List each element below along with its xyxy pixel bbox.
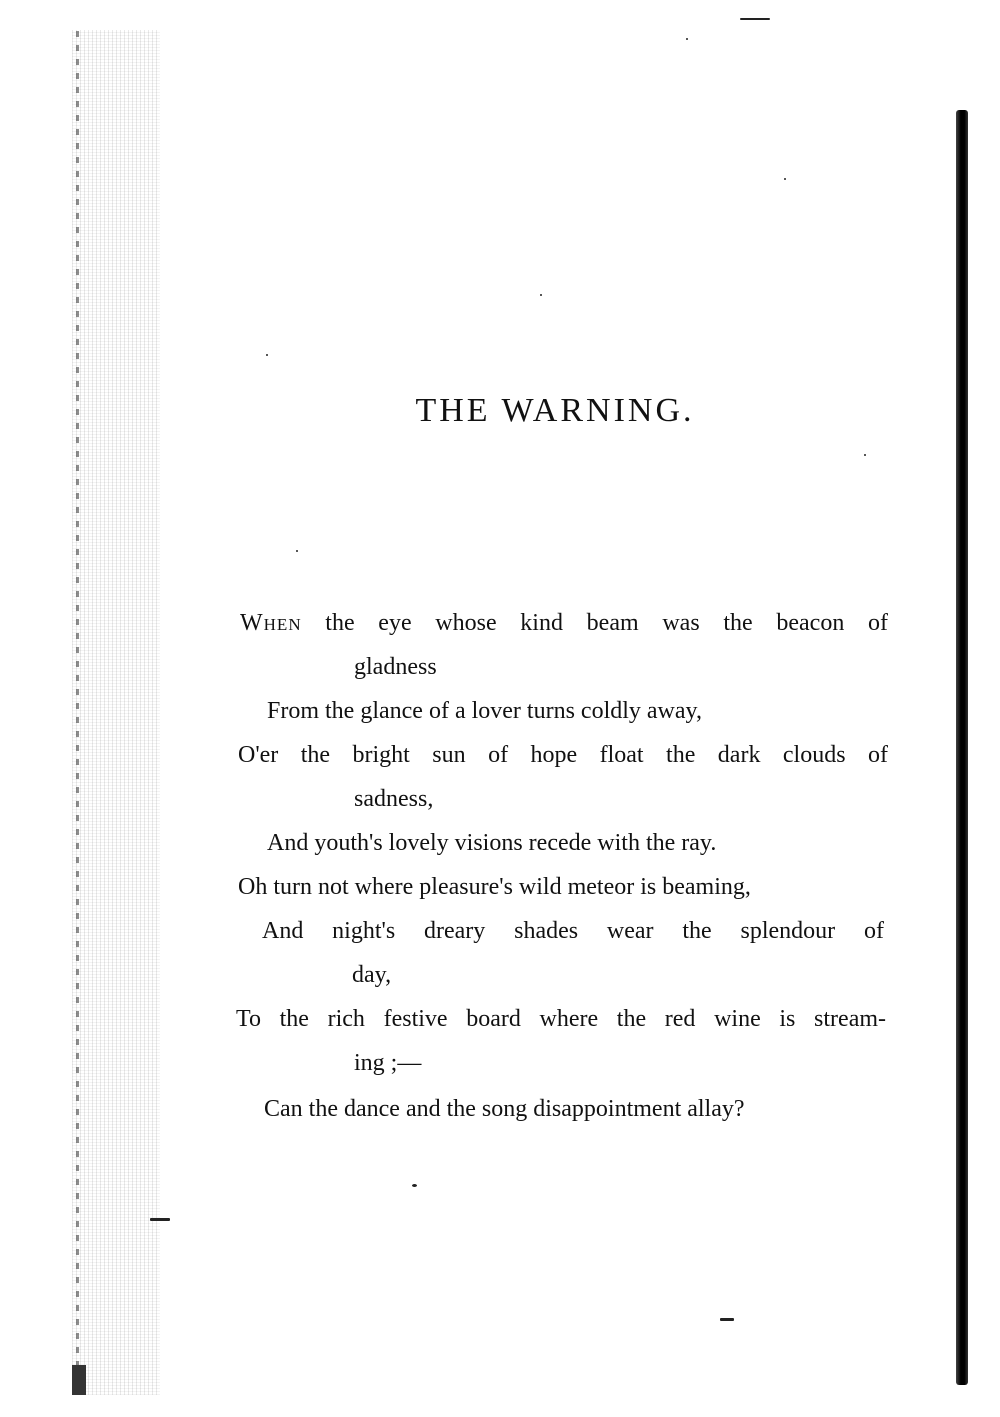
poem-line-1 <box>240 608 888 638</box>
poem-line-11: ing ;— <box>354 1050 422 1076</box>
poem-line-10: To the rich festive board where the red wine is stream- <box>236 1006 886 1032</box>
scan-speck <box>686 38 688 40</box>
poem-line-9: day, <box>352 962 392 988</box>
scan-speck <box>720 1318 734 1321</box>
scan-speck <box>740 18 770 20</box>
poem-title-text: THE WARNING. <box>415 392 695 429</box>
scan-speck <box>784 178 786 180</box>
poem-line-1-text: the eye whose kind beam was the beacon of <box>301 610 888 636</box>
poem-first-word: When <box>240 610 302 636</box>
scan-speck <box>412 1184 417 1187</box>
poem-line-3: From the glance of a lover turns coldly away, <box>267 698 702 724</box>
scan-speck <box>150 1218 170 1221</box>
scan-speck <box>864 454 866 456</box>
scan-speck <box>266 354 268 356</box>
poem-line-4: O'er the bright sun of hope float the dark clouds of <box>238 742 888 768</box>
scan-speck <box>540 294 542 296</box>
poem-line-7: Oh turn not where pleasure's wild meteor is beaming, <box>238 874 751 900</box>
poem-line-8: And night's dreary shades wear the splendour of <box>262 918 884 944</box>
poem-line-2: gladness <box>354 654 437 680</box>
scan-speck <box>296 550 298 552</box>
poem-title <box>0 392 1000 430</box>
poem-line-6: And youth's lovely visions recede with the ray. <box>267 830 717 856</box>
scanned-gutter <box>72 30 160 1395</box>
page-edge <box>956 110 968 1385</box>
poem-line-5: sadness, <box>354 786 434 812</box>
poem-line-12: Can the dance and the song disappointment allay? <box>264 1096 745 1122</box>
